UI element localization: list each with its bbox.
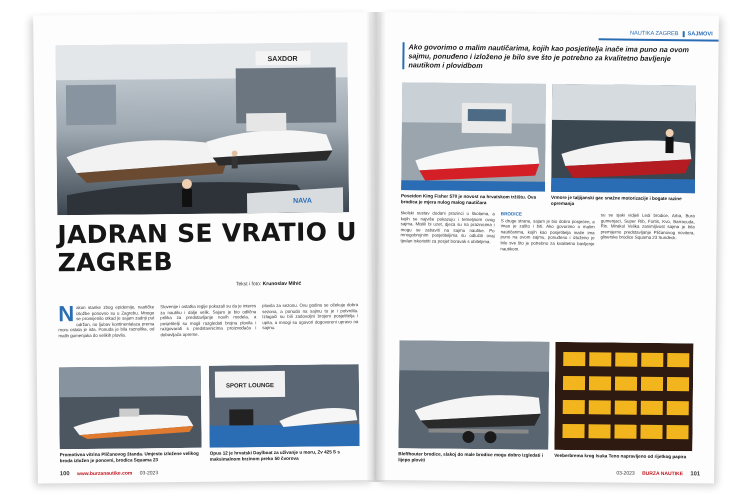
- trailer-boat-photo: [398, 340, 549, 450]
- column-subhead: BRODICE: [500, 211, 523, 217]
- section-rule: [599, 38, 719, 41]
- body-column-3: su se sjaki vidjeli Ledi brodice, Arba, Bura gumenjaci, Super Rib, Fortis, Kvo, Barracuda, Ris. Mirakul Velika zanimljivost sajma je bila premijerno predstavljanje Pličanovog novitera, gliserske brodice Squama 23 Sundeck.: [600, 212, 695, 241]
- teno-products-photo: [554, 342, 693, 451]
- body-column-2: [500, 211, 594, 252]
- section-name: NAUTIKA ZAGREB: [629, 30, 679, 38]
- article-headline: JADRAN SE VRATIO U ZAGREB: [57, 217, 357, 278]
- footer-website: www.burzanautike.com: [76, 470, 133, 478]
- byline-author: Krunoslav Mihić: [262, 280, 302, 288]
- body-column-1: školski sustav dodani prazinci u školama, a kojih se najviše pokazuju i temeljnom ovog sajma. Mislili bi uzet, djeca su na praznicima i mogu se zabaviti na sajmu nautike. Po mnogobrojnim posjetiteljima su odlučili ovaj tjedan iskoristiti za posjet boravak s obiteljima.: [400, 210, 495, 245]
- left-page: [33, 12, 374, 483]
- right-page: [376, 12, 719, 484]
- speedboat-photo: [59, 366, 202, 449]
- photo-caption: Bleffhouter brodice, slakoj do male brodice mogu dobro izgledati i lijepo ploviti: [398, 451, 544, 463]
- footer-issue: 03-2023: [616, 470, 635, 477]
- photo-caption: Veeberbrema krog Isuka Teno napravljeno od rijetkog papira: [554, 452, 687, 460]
- sport-lounge-sign: SPORT LOUNGE: [225, 383, 275, 390]
- pull-quote: Ako govorimo o malim nautičarima, kojih kao posjetitelja inače ima puno na ovom sajmu, ponuđeno i izloženo je bilo sve što je potrebno za kvalitetno bavljenje nautikom i plovidbom: [402, 42, 692, 72]
- page-number: 100: [59, 471, 70, 478]
- vrmore-boat-photo: [551, 84, 696, 194]
- footer-brand: BURZA NAUTIKE: [642, 470, 684, 478]
- body-column-2: Slovenije i ostatka regije pokazali su da je interes za nautiku i dalje velik. Sajam je bio odlična prilika za predstavljanje novih modela, a posjetitelji su mogli razgledati brojna plovila i razgovarati s predstavnicima proizvođača i dobavljača opreme.: [160, 303, 257, 338]
- page-footer-left: [60, 470, 158, 477]
- magazine-spread: [38, 12, 718, 490]
- boat-show-hall-image: [55, 42, 349, 215]
- poseidon-boat-photo: [401, 82, 546, 192]
- byline: [236, 281, 301, 288]
- byline-prefix: Tekst i foto:: [235, 281, 262, 288]
- body-column-2-text: S druge strane, sajam je bio dobro posjećen, a imao je zašto i biti. Ako govorimo o malim nautičarima, kojih kao posjetitelja inače ima puno na ovom sajmu, ponuđeno i izloženo je bilo sve što je potrebno za kvalitetno bavljenje nautikom.: [500, 217, 595, 252]
- photo-caption: Opus 12 je hrvatski Daylboat za uživanje u moru, Zv 425 S s maksimalnom brzinom preko 50 čvorova: [209, 449, 340, 462]
- section-label: SAJMOVI: [682, 31, 718, 37]
- body-column-3: plovila za sezonu. Ovu godinu se očekuje dobra sezona, a ponuda na sajmu to je i potvrdila. Izlagači su bili zadovoljni brojem posjetitelja i upita, a mnogi su ugovori dogovoreni upravo na sajmu.: [262, 302, 359, 331]
- photo-caption: Vrmore je taljijanski gac snažne motorizacije i bogate razine opremanja: [550, 194, 682, 206]
- hero-photo: [55, 42, 349, 215]
- body-column-1: Nakon stanke zbog epidemije, nautičke izložbe ponovno su u Zagrebu. Mnogo se promijenilo otkad je sajam zadnji put održan, no ljubav kontinentalaca prema moru ostala je ista. Ponuda je bila raznolika, od malih gumenjaka do velikih plovila.: [58, 301, 155, 339]
- nava-sign: NAVA: [293, 197, 312, 205]
- page-number: 101: [690, 471, 701, 478]
- saxdor-sign: SAXDOR: [267, 55, 298, 64]
- page-footer-right: [616, 471, 700, 478]
- photo-caption: Promotivna vitrina Pličanovog štanda. Umjesto izložene velikog broda izložen je ponovni, brodica Squama 23: [59, 450, 199, 463]
- photo-caption: Poseidon King Fisher 570 je novost na hrvatskom tržištu. Ova brodica je mjera nulog malog nautičara: [400, 193, 537, 205]
- footer-issue: 03-2023: [139, 470, 159, 477]
- sport-lounge-photo: [209, 364, 360, 448]
